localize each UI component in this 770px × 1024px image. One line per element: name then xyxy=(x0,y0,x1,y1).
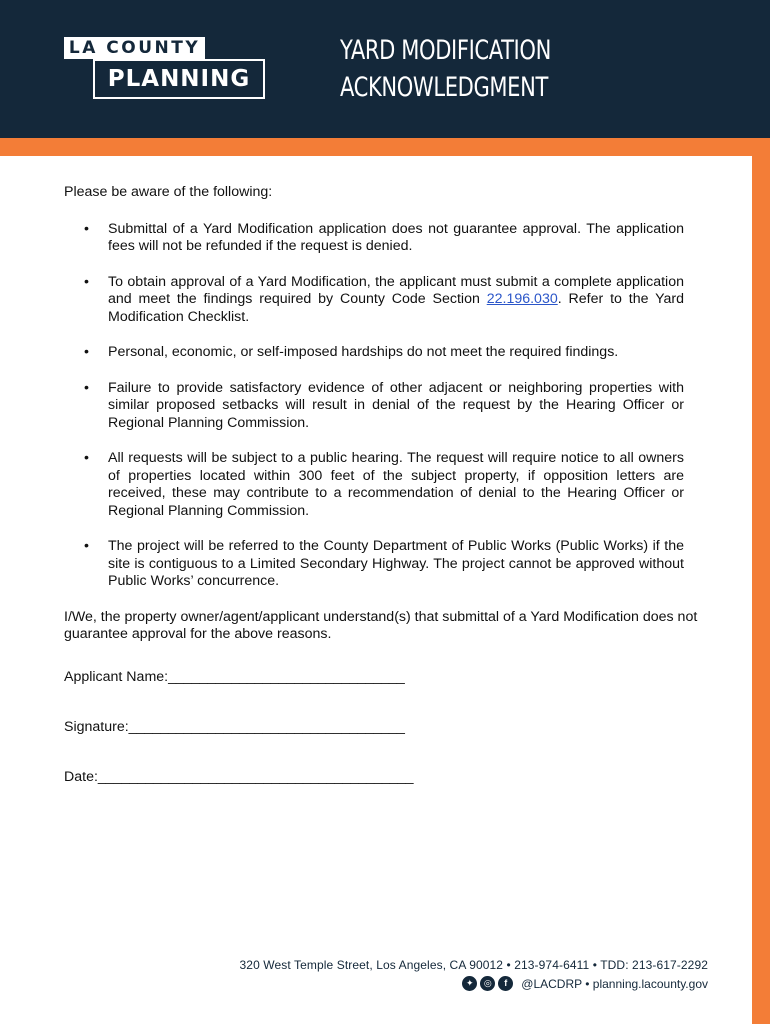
footer-address: 320 West Temple Street, Los Angeles, CA 90012 • 213-974-6411 • TDD: 213-617-2292 xyxy=(239,958,708,972)
facebook-icon[interactable]: f xyxy=(498,976,513,991)
bullet-icon: • xyxy=(84,450,89,466)
side-accent-bar xyxy=(752,138,770,1024)
title-line-1: YARD MODIFICATION xyxy=(340,35,551,66)
bullet-icon: • xyxy=(84,344,89,360)
list-item: • Failure to provide satisfactory evidence of other adjacent or neighboring properties with similar proposed setbacks will result in denial of the request by the Hearing Officer or Regional Planning Commission. xyxy=(84,379,684,431)
list-item: • Submittal of a Yard Modification application does not guarantee approval. The application fees will not be refunded if the request is denied. xyxy=(84,220,684,254)
header-accent-band xyxy=(0,138,770,156)
list-item: • Personal, economic, or self-imposed hardships do not meet the required findings. xyxy=(84,344,619,360)
page-title xyxy=(340,32,574,106)
logo-la-county: LA COUNTY xyxy=(64,37,205,59)
signature-field[interactable]: Signature:___________________________________ xyxy=(64,719,405,735)
intro-text: Please be aware of the following: xyxy=(64,184,273,200)
bullet-icon: • xyxy=(84,273,89,290)
code-section-link[interactable]: 22.196.030 xyxy=(486,291,558,307)
twitter-icon[interactable]: ✦ xyxy=(462,976,477,991)
logo-planning: PLANNING xyxy=(93,59,265,99)
list-item: • To obtain approval of a Yard Modification, the applicant must submit a complete application and meet the findings required by County Code Section 22.196.030. Refer to the Yard Modification Checklist. xyxy=(84,273,684,325)
requirements-list xyxy=(64,221,684,591)
bullet-icon: • xyxy=(84,220,89,237)
document-body xyxy=(64,184,698,644)
acknowledgment-text: I/We, the property owner/agent/applicant understand(s) that submittal of a Yard Modification does not guarantee approval for the above reasons. xyxy=(64,608,698,642)
date-field[interactable]: Date:________________________________________ xyxy=(64,769,414,785)
applicant-name-field[interactable]: Applicant Name:______________________________ xyxy=(64,669,405,685)
title-line-2: ACKNOWLEDGMENT xyxy=(340,72,548,103)
bullet-icon: • xyxy=(84,538,89,554)
list-item: • All requests will be subject to a public hearing. The request will require notice to all owners of properties located within 300 feet of the subject property, if opposition letters are received, these may contribute to a recommendation of denial to the Hearing Officer or Regional Planning Commission. xyxy=(84,450,684,519)
footer-social xyxy=(462,976,708,991)
instagram-icon[interactable]: ◎ xyxy=(480,976,495,991)
list-item: • The project will be referred to the County Department of Public Works (Public Works) if the site is contiguous to a Limited Secondary Highway. The project cannot be approved without Public Works’ concurrence. xyxy=(84,538,684,589)
footer-handle: @LACDRP • planning.lacounty.gov xyxy=(521,976,708,991)
bullet-icon: • xyxy=(84,379,89,396)
